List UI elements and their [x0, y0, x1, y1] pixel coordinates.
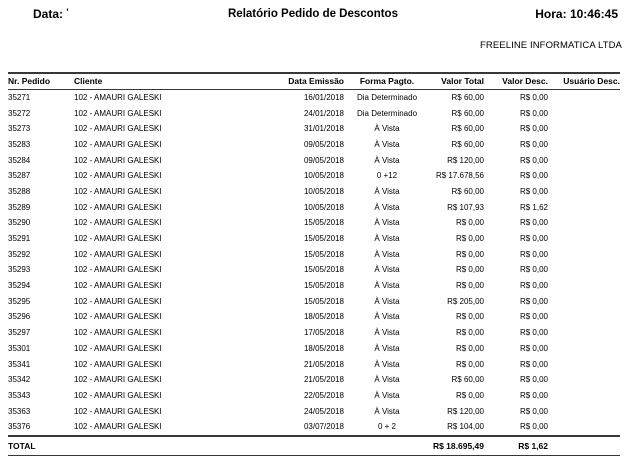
- total-label: TOTAL: [8, 436, 74, 456]
- cell-forma-pagto: Dia Determinado: [356, 108, 418, 118]
- cell-valor-total: R$ 0,00: [455, 265, 484, 275]
- cell-cliente: 102 - AMAURI GALESKI: [74, 375, 162, 385]
- cell-valor-total: R$ 60,00: [451, 375, 484, 385]
- total-row: [8, 436, 620, 456]
- cell-data-emissao: 31/01/2018: [303, 124, 344, 134]
- cell-cliente: 102 - AMAURI GALESKI: [74, 249, 162, 259]
- cell-cliente: 102 - AMAURI GALESKI: [74, 92, 162, 102]
- total-spacer: [548, 436, 620, 456]
- company-name: FREELINE INFORMATICA LTDA: [479, 40, 622, 51]
- cell-usuario-desc: [548, 419, 620, 436]
- cell-valor-desc: R$ 0,00: [519, 375, 548, 385]
- cell-valor-desc: R$ 0,00: [519, 296, 548, 306]
- cell-valor-desc: R$ 0,00: [519, 186, 548, 196]
- cell-valor-desc: R$ 0,00: [519, 328, 548, 338]
- cell-valor-desc: R$ 0,00: [519, 422, 548, 432]
- table-row: [8, 388, 620, 404]
- cell-data-emissao: 15/05/2018: [303, 281, 344, 291]
- date-value: ': [66, 7, 69, 17]
- cell-valor-total: R$ 0,00: [455, 249, 484, 259]
- cell-usuario-desc: [548, 152, 620, 168]
- time-value: 10:46:45: [569, 7, 618, 21]
- cell-forma-pagto: À Vista: [374, 296, 400, 306]
- cell-forma-pagto: À Vista: [374, 139, 400, 149]
- cell-cliente: 102 - AMAURI GALESKI: [74, 139, 162, 149]
- cell-cliente: 102 - AMAURI GALESKI: [74, 343, 162, 353]
- cell-forma-pagto: À Vista: [374, 312, 400, 322]
- total-valor-desc: R$ 1,62: [484, 436, 548, 456]
- cell-usuario-desc: [548, 262, 620, 278]
- discount-orders-table: [8, 72, 620, 456]
- cell-data-emissao: 17/05/2018: [303, 328, 344, 338]
- cell-valor-total: R$ 120,00: [447, 155, 484, 165]
- cell-data-emissao: 21/05/2018: [303, 359, 344, 369]
- cell-usuario-desc: [548, 184, 620, 200]
- report-header: [0, 7, 626, 25]
- cell-nr-pedido: 35293: [8, 265, 31, 275]
- cell-usuario-desc: [548, 168, 620, 184]
- table-row: [8, 215, 620, 231]
- cell-valor-total: R$ 60,00: [451, 139, 484, 149]
- cell-cliente: 102 - AMAURI GALESKI: [74, 281, 162, 291]
- table-row: [8, 262, 620, 278]
- table-row: [8, 246, 620, 262]
- date-label: Data:: [33, 7, 64, 21]
- col-header-valor-desc: Valor Desc.: [484, 73, 548, 89]
- cell-forma-pagto: À Vista: [374, 218, 400, 228]
- total-spacer: [268, 436, 344, 456]
- cell-cliente: 102 - AMAURI GALESKI: [74, 171, 162, 181]
- cell-forma-pagto: À Vista: [374, 249, 400, 259]
- time-label: Hora:: [535, 7, 567, 21]
- table-header: [8, 73, 620, 89]
- cell-cliente: 102 - AMAURI GALESKI: [74, 312, 162, 322]
- cell-valor-desc: R$ 0,00: [519, 108, 548, 118]
- cell-forma-pagto: À Vista: [374, 281, 400, 291]
- col-header-data-emissao: Data Emissão: [268, 73, 344, 89]
- cell-usuario-desc: [548, 309, 620, 325]
- cell-usuario-desc: [548, 356, 620, 372]
- cell-valor-desc: R$ 0,00: [519, 234, 548, 244]
- cell-data-emissao: 03/07/2018: [303, 422, 344, 432]
- cell-cliente: 102 - AMAURI GALESKI: [74, 265, 162, 275]
- cell-forma-pagto: À Vista: [374, 406, 400, 416]
- cell-forma-pagto: À Vista: [374, 234, 400, 244]
- table-row: [8, 403, 620, 419]
- page-title: Relatório Pedido de Descontos: [228, 8, 398, 20]
- cell-valor-desc: R$ 0,00: [519, 312, 548, 322]
- cell-valor-desc: R$ 0,00: [519, 218, 548, 228]
- cell-data-emissao: 22/05/2018: [303, 390, 344, 400]
- cell-cliente: 102 - AMAURI GALESKI: [74, 328, 162, 338]
- table-row: [8, 199, 620, 215]
- cell-nr-pedido: 35343: [8, 390, 31, 400]
- cell-forma-pagto: À Vista: [374, 328, 400, 338]
- cell-data-emissao: 15/05/2018: [303, 265, 344, 275]
- cell-nr-pedido: 35341: [8, 359, 31, 369]
- cell-data-emissao: 10/05/2018: [303, 186, 344, 196]
- cell-valor-total: R$ 0,00: [455, 359, 484, 369]
- table-row: [8, 137, 620, 153]
- cell-data-emissao: 15/05/2018: [303, 234, 344, 244]
- cell-valor-total: R$ 0,00: [455, 281, 484, 291]
- cell-nr-pedido: 35297: [8, 328, 31, 338]
- cell-forma-pagto: À Vista: [374, 186, 400, 196]
- cell-valor-total: R$ 120,00: [447, 406, 484, 416]
- cell-cliente: 102 - AMAURI GALESKI: [74, 202, 162, 212]
- cell-data-emissao: 24/01/2018: [303, 108, 344, 118]
- cell-usuario-desc: [548, 278, 620, 294]
- cell-data-emissao: 15/05/2018: [303, 218, 344, 228]
- cell-cliente: 102 - AMAURI GALESKI: [74, 124, 162, 134]
- cell-valor-desc: R$ 0,00: [519, 155, 548, 165]
- cell-nr-pedido: 35291: [8, 234, 31, 244]
- cell-cliente: 102 - AMAURI GALESKI: [74, 422, 162, 432]
- cell-forma-pagto: À Vista: [374, 202, 400, 212]
- cell-valor-total: R$ 0,00: [455, 218, 484, 228]
- cell-data-emissao: 10/05/2018: [303, 171, 344, 181]
- cell-usuario-desc: [548, 105, 620, 121]
- cell-forma-pagto: À Vista: [374, 155, 400, 165]
- table-row: [8, 152, 620, 168]
- cell-valor-desc: R$ 0,00: [519, 390, 548, 400]
- table-row: [8, 168, 620, 184]
- cell-usuario-desc: [548, 403, 620, 419]
- col-header-cliente: Cliente: [74, 73, 268, 89]
- table-row: [8, 105, 620, 121]
- cell-cliente: 102 - AMAURI GALESKI: [74, 390, 162, 400]
- cell-data-emissao: 18/05/2018: [303, 312, 344, 322]
- cell-usuario-desc: [548, 325, 620, 341]
- cell-cliente: 102 - AMAURI GALESKI: [74, 234, 162, 244]
- cell-valor-total: R$ 0,00: [455, 312, 484, 322]
- table-header-row: [8, 73, 620, 89]
- cell-nr-pedido: 35376: [8, 422, 31, 432]
- col-header-forma-pagto: Forma Pagto.: [344, 73, 430, 89]
- cell-valor-total: R$ 107,93: [447, 202, 484, 212]
- cell-nr-pedido: 35287: [8, 171, 31, 181]
- cell-usuario-desc: [548, 199, 620, 215]
- cell-valor-total: R$ 205,00: [447, 296, 484, 306]
- cell-valor-desc: R$ 0,00: [519, 406, 548, 416]
- cell-data-emissao: 21/05/2018: [303, 375, 344, 385]
- cell-valor-desc: R$ 0,00: [519, 249, 548, 259]
- cell-usuario-desc: [548, 246, 620, 262]
- col-header-valor-total: Valor Total: [430, 73, 484, 89]
- cell-valor-desc: R$ 0,00: [519, 265, 548, 275]
- cell-nr-pedido: 35301: [8, 343, 31, 353]
- table-row: [8, 419, 620, 436]
- cell-usuario-desc: [548, 293, 620, 309]
- cell-valor-total: R$ 0,00: [455, 234, 484, 244]
- cell-forma-pagto: À Vista: [374, 359, 400, 369]
- cell-data-emissao: 18/05/2018: [303, 343, 344, 353]
- cell-usuario-desc: [548, 215, 620, 231]
- cell-cliente: 102 - AMAURI GALESKI: [74, 296, 162, 306]
- table-row: [8, 309, 620, 325]
- cell-nr-pedido: 35271: [8, 92, 31, 102]
- cell-nr-pedido: 35273: [8, 124, 31, 134]
- cell-valor-desc: R$ 1,62: [519, 202, 548, 212]
- cell-valor-desc: R$ 0,00: [519, 92, 548, 102]
- table-row: [8, 372, 620, 388]
- cell-valor-total: R$ 0,00: [455, 343, 484, 353]
- cell-forma-pagto: À Vista: [374, 265, 400, 275]
- cell-usuario-desc: [548, 231, 620, 247]
- table-row: [8, 121, 620, 137]
- table-row: [8, 89, 620, 105]
- table-row: [8, 341, 620, 357]
- cell-usuario-desc: [548, 388, 620, 404]
- col-header-nr-pedido: Nr. Pedido: [8, 73, 74, 89]
- cell-nr-pedido: 35342: [8, 375, 31, 385]
- table-body: [8, 89, 620, 436]
- cell-cliente: 102 - AMAURI GALESKI: [74, 186, 162, 196]
- table-row: [8, 356, 620, 372]
- cell-nr-pedido: 35294: [8, 281, 31, 291]
- cell-nr-pedido: 35292: [8, 249, 31, 259]
- cell-nr-pedido: 35296: [8, 312, 31, 322]
- cell-nr-pedido: 35295: [8, 296, 31, 306]
- cell-cliente: 102 - AMAURI GALESKI: [74, 155, 162, 165]
- cell-nr-pedido: 35284: [8, 155, 31, 165]
- cell-nr-pedido: 35272: [8, 108, 31, 118]
- cell-valor-total: R$ 60,00: [451, 108, 484, 118]
- cell-cliente: 102 - AMAURI GALESKI: [74, 406, 162, 416]
- cell-data-emissao: 15/05/2018: [303, 296, 344, 306]
- table-row: [8, 293, 620, 309]
- cell-valor-total: R$ 60,00: [451, 186, 484, 196]
- cell-nr-pedido: 35290: [8, 218, 31, 228]
- cell-cliente: 102 - AMAURI GALESKI: [74, 108, 162, 118]
- cell-valor-total: R$ 60,00: [451, 124, 484, 134]
- cell-forma-pagto: À Vista: [374, 390, 400, 400]
- cell-nr-pedido: 35289: [8, 202, 31, 212]
- cell-forma-pagto: À Vista: [374, 375, 400, 385]
- cell-valor-desc: R$ 0,00: [519, 124, 548, 134]
- cell-usuario-desc: [548, 89, 620, 105]
- table-row: [8, 278, 620, 294]
- cell-valor-total: R$ 60,00: [451, 92, 484, 102]
- cell-data-emissao: 16/01/2018: [303, 92, 344, 102]
- cell-forma-pagto: Dia Determinado: [356, 92, 418, 102]
- cell-data-emissao: 15/05/2018: [303, 249, 344, 259]
- cell-data-emissao: 09/05/2018: [303, 139, 344, 149]
- cell-data-emissao: 10/05/2018: [303, 202, 344, 212]
- cell-forma-pagto: À Vista: [374, 343, 400, 353]
- table-row: [8, 231, 620, 247]
- cell-usuario-desc: [548, 137, 620, 153]
- cell-valor-total: R$ 104,00: [447, 422, 484, 432]
- cell-data-emissao: 09/05/2018: [303, 155, 344, 165]
- cell-nr-pedido: 35283: [8, 139, 31, 149]
- cell-usuario-desc: [548, 121, 620, 137]
- cell-valor-desc: R$ 0,00: [519, 343, 548, 353]
- total-spacer: [344, 436, 430, 456]
- cell-valor-desc: R$ 0,00: [519, 359, 548, 369]
- cell-valor-desc: R$ 0,00: [519, 139, 548, 149]
- cell-cliente: 102 - AMAURI GALESKI: [74, 359, 162, 369]
- cell-valor-desc: R$ 0,00: [519, 171, 548, 181]
- cell-forma-pagto: 0 + 2: [377, 422, 396, 432]
- report-time: [535, 7, 618, 21]
- cell-usuario-desc: [548, 341, 620, 357]
- cell-valor-desc: R$ 0,00: [519, 281, 548, 291]
- cell-nr-pedido: 35363: [8, 406, 31, 416]
- cell-usuario-desc: [548, 372, 620, 388]
- cell-forma-pagto: À Vista: [374, 124, 400, 134]
- cell-forma-pagto: 0 +12: [376, 171, 398, 181]
- table-footer: [8, 436, 620, 456]
- cell-valor-total: R$ 17.678,56: [435, 171, 484, 181]
- cell-valor-total: R$ 0,00: [455, 390, 484, 400]
- col-header-usuario-desc: Usuário Desc.: [548, 73, 620, 89]
- cell-cliente: 102 - AMAURI GALESKI: [74, 218, 162, 228]
- cell-valor-total: R$ 0,00: [455, 328, 484, 338]
- table-row: [8, 325, 620, 341]
- table-row: [8, 184, 620, 200]
- cell-data-emissao: 24/05/2018: [303, 406, 344, 416]
- total-spacer: [74, 436, 268, 456]
- total-valor-total: R$ 18.695,49: [430, 436, 484, 456]
- cell-nr-pedido: 35288: [8, 186, 31, 196]
